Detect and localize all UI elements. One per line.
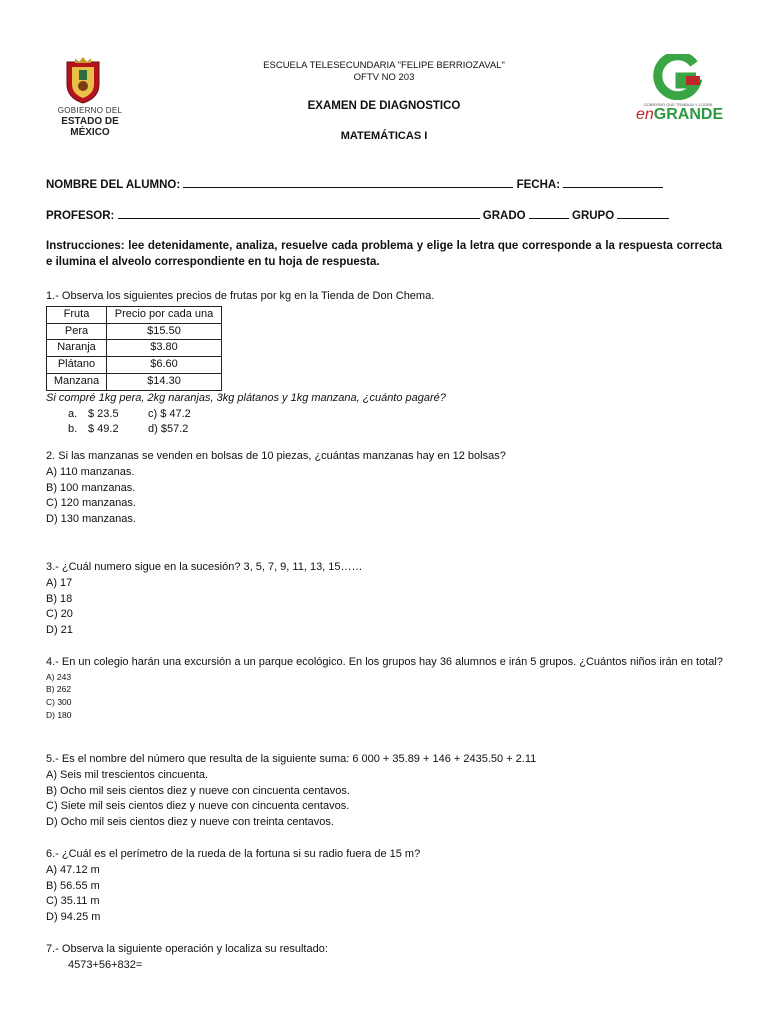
table-cell-fruit: Pera xyxy=(47,323,107,340)
table-header-fruit: Fruta xyxy=(47,306,107,323)
question-6-text: 6.- ¿Cuál es el perímetro de la rueda de la fortuna si su radio fuera de 15 m? xyxy=(46,848,421,860)
question-5-text: 5.- Es el nombre del número que resulta de la siguiente suma: 6 000 + 35.89 + 146 + 2435.50 + 2.11 xyxy=(46,753,537,765)
school-code: OFTV NO 203 xyxy=(353,72,415,83)
table-cell-price: $3.80 xyxy=(107,340,222,357)
engrande-wordmark xyxy=(636,106,724,124)
engrande-logo xyxy=(636,54,724,130)
question-7-text: 7.- Observa la siguiente operación y localiza su resultado: xyxy=(46,943,328,955)
option-a[interactable]: A) 17 xyxy=(46,576,73,589)
question-1-prompt: Si compré 1kg pera, 2kg naranjas, 3kg plátanos y 1kg manzana, ¿cuánto pagaré? xyxy=(46,391,446,404)
option-a[interactable]: A) Seis mil trescientos cincuenta. xyxy=(46,768,209,781)
option-c[interactable]: C) 35.11 m xyxy=(46,895,100,908)
student-label: NOMBRE DEL ALUMNO: xyxy=(46,179,181,191)
table-cell-price: $15.50 xyxy=(107,323,222,340)
question-1 xyxy=(46,289,726,438)
option-a[interactable]: A) 243 xyxy=(46,671,72,682)
question-3-text: 3.- ¿Cuál numero sigue en la sucesión? 3, 5, 7, 9, 11, 13, 15…… xyxy=(46,561,363,573)
question-6 xyxy=(46,847,726,926)
table-row xyxy=(47,357,222,374)
option-c[interactable]: C) 300 xyxy=(46,696,72,707)
option-d[interactable]: D) 94.25 m xyxy=(46,911,101,924)
table-row xyxy=(47,340,222,357)
question-5 xyxy=(46,752,726,831)
instructions: Instrucciones: lee detenidamente, analiza, resuelve cada problema y elige la letra que corresponde a la respuesta correcta e ilumina el alveolo correspondiente en tu hoja de respuesta. xyxy=(46,240,722,268)
table-header-price: Precio por cada una xyxy=(107,306,222,323)
option-c[interactable]: c) $ 47.2 xyxy=(148,407,191,420)
date-line[interactable] xyxy=(563,177,663,188)
option-d[interactable]: D) 21 xyxy=(46,624,73,637)
question-7-operation: 4573+56+832= xyxy=(68,958,143,971)
option-b[interactable]: B) 18 xyxy=(46,592,73,605)
option-a[interactable]: $ 23.5 xyxy=(88,407,119,420)
teacher-label: PROFESOR: xyxy=(46,210,115,222)
question-1-options-row-1 xyxy=(46,407,726,423)
option-c[interactable]: C) 120 manzanas. xyxy=(46,497,136,510)
option-letter: b. xyxy=(68,423,78,436)
engrande-grande: GRANDE xyxy=(653,106,724,123)
question-1-text: 1.- Observa los siguientes precios de frutas por kg en la Tienda de Don Chema. xyxy=(46,290,435,302)
option-c[interactable]: C) 20 xyxy=(46,608,73,621)
option-d[interactable]: D) 180 xyxy=(46,709,72,720)
table-cell-fruit: Naranja xyxy=(47,340,107,357)
table-cell-price: $6.60 xyxy=(107,357,222,374)
option-a[interactable]: A) 47.12 m xyxy=(46,863,100,876)
gov-logo-line1: GOBIERNO DEL xyxy=(57,106,123,115)
exam-title: EXAMEN DE DIAGNOSTICO xyxy=(307,100,461,112)
teacher-line[interactable] xyxy=(118,208,480,219)
gov-logo xyxy=(44,56,134,138)
student-row xyxy=(46,177,663,191)
teacher-row xyxy=(46,208,669,222)
option-c[interactable]: C) Siete mil seis cientos diez y nueve con cincuenta centavos. xyxy=(46,800,350,813)
school-name: ESCUELA TELESECUNDARIA "FELIPE BERRIOZAVAL" xyxy=(263,60,505,71)
table-row xyxy=(47,373,222,390)
table-row xyxy=(47,323,222,340)
option-letter: a. xyxy=(68,407,78,420)
option-d[interactable]: D) 130 manzanas. xyxy=(46,513,136,526)
header-center xyxy=(200,60,568,142)
question-2-text: 2. Si las manzanas se venden en bolsas de 10 piezas, ¿cuántas manzanas hay en 12 bolsas? xyxy=(46,450,506,462)
table-cell-fruit: Plátano xyxy=(47,357,107,374)
option-b[interactable]: B) Ocho mil seis cientos diez y nueve con cincuenta centavos. xyxy=(46,784,350,797)
group-label: GRUPO xyxy=(572,210,615,222)
table-cell-price: $14.30 xyxy=(107,373,222,390)
option-b[interactable]: B) 100 manzanas. xyxy=(46,481,136,494)
grade-label: GRADO xyxy=(482,210,526,222)
question-2 xyxy=(46,449,726,528)
option-a[interactable]: A) 110 manzanas. xyxy=(46,465,135,478)
price-table xyxy=(46,306,222,391)
option-d[interactable]: D) Ocho mil seis cientos diez y nueve con treinta centavos. xyxy=(46,816,334,829)
subject-title: MATEMÁTICAS I xyxy=(340,130,428,142)
option-b[interactable]: $ 49.2 xyxy=(88,423,119,436)
question-4 xyxy=(46,655,726,721)
question-3 xyxy=(46,560,726,639)
date-label: FECHA: xyxy=(516,179,561,191)
table-cell-fruit: Manzana xyxy=(47,373,107,390)
coat-of-arms-icon xyxy=(63,56,103,104)
grade-line[interactable] xyxy=(529,208,569,219)
student-name-line[interactable] xyxy=(183,177,513,188)
gov-logo-line2: ESTADO DE MÉXICO xyxy=(61,116,119,138)
question-4-text: 4.- En un colegio harán una excursión a un parque ecológico. En los grupos hay 36 alumnos e irán 5 grupos. ¿Cuántos niños irán en total? xyxy=(46,656,723,668)
question-7 xyxy=(46,942,726,974)
question-1-options-row-2 xyxy=(46,422,726,438)
option-d[interactable]: d) $57.2 xyxy=(148,423,189,436)
option-b[interactable]: B) 56.55 m xyxy=(46,879,100,892)
group-line[interactable] xyxy=(617,208,669,219)
option-b[interactable]: B) 262 xyxy=(46,684,72,695)
engrande-tagline: GOBIERNO QUE TRABAJA Y LOGRA xyxy=(643,102,713,107)
engrande-en: en xyxy=(636,106,654,123)
g-logo-icon xyxy=(650,54,702,100)
table-header-row xyxy=(47,306,222,323)
